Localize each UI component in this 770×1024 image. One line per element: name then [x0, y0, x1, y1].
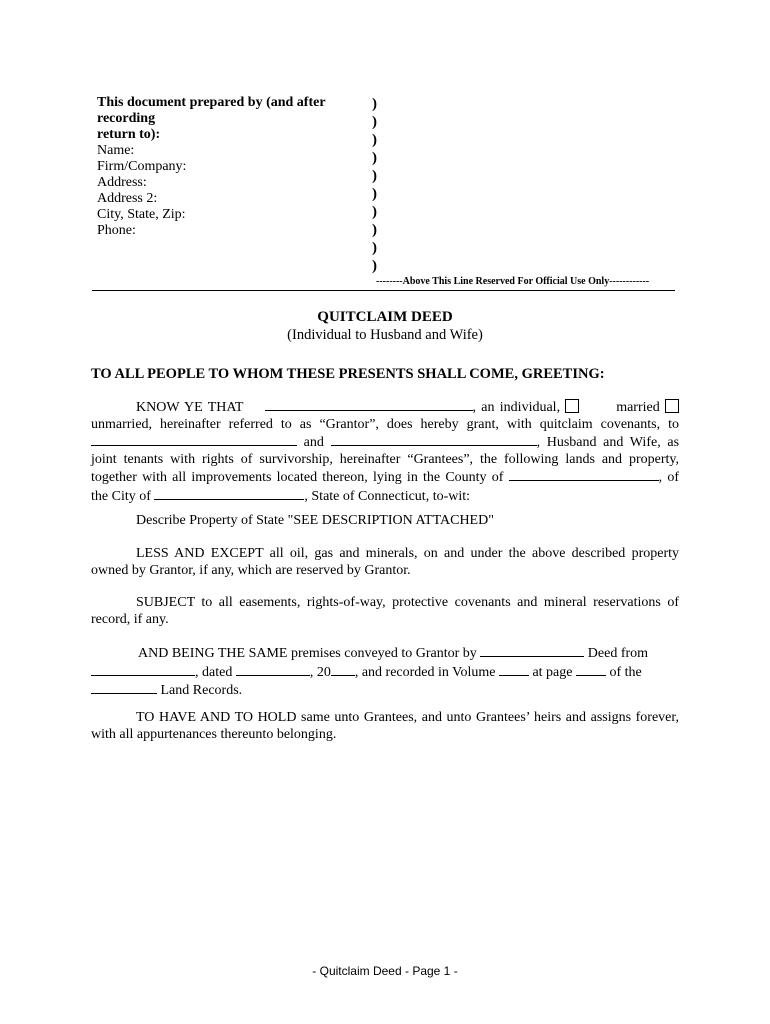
preparer-firm-label: Firm/Company: — [97, 159, 187, 174]
preparer-heading: This document prepared by (and after recording — [97, 95, 326, 126]
know-ye-paragraph — [91, 398, 679, 505]
date-blank[interactable] — [236, 663, 310, 676]
paren: ) — [372, 186, 377, 202]
town-blank[interactable] — [91, 681, 157, 694]
preparer-heading-cont: return to): — [97, 127, 161, 142]
paren: ) — [372, 96, 377, 112]
county-blank[interactable] — [509, 468, 659, 481]
paren: ) — [372, 258, 377, 274]
dated-text: , dated — [195, 664, 233, 680]
preparer-city-label: City, State, Zip: — [97, 207, 186, 222]
paren: ) — [372, 204, 377, 220]
being-text: AND BEING THE SAME premises conveyed to Grantor by — [138, 646, 477, 661]
grant-text: unmarried, hereinafter referred to as “Grantor”, does hereby grant, with quitclaim covenants, to — [91, 416, 679, 432]
paren: ) — [372, 240, 377, 256]
document-title: QUITCLAIM DEED — [317, 309, 453, 325]
deed-type-blank[interactable] — [480, 644, 584, 657]
page-footer: - Quitclaim Deed - Page 1 - — [312, 964, 458, 978]
know-ye-text: KNOW YE THAT — [136, 400, 244, 415]
describe-paragraph: Describe Property of State "SEE DESCRIPTION ATTACHED" — [136, 513, 494, 528]
preparer-block — [97, 95, 377, 239]
land-records-text: Land Records. — [160, 683, 243, 698]
grantee1-name-blank[interactable] — [91, 433, 297, 446]
subject-paragraph: SUBJECT to all easements, rights-of-way, protective covenants and mineral reservations of record, if any. — [91, 595, 679, 627]
deed-from-text: Deed from — [587, 646, 649, 661]
city-blank[interactable] — [154, 487, 304, 500]
of-the-text: of the — [609, 664, 642, 680]
state-text: , State of Connecticut, to-wit: — [304, 488, 471, 504]
preparer-phone-label: Phone: — [97, 223, 136, 238]
volume-text: , and recorded in Volume — [354, 664, 496, 680]
habendum-paragraph: TO HAVE AND TO HOLD same unto Grantees, and unto Grantees’ heirs and assigns forever, with all appurtenances thereunto belonging. — [91, 710, 679, 742]
preparer-address-label: Address: — [97, 175, 147, 190]
unmarried-checkbox[interactable] — [665, 399, 679, 413]
paren: ) — [372, 222, 377, 238]
paren: ) — [372, 132, 377, 148]
paren-column — [372, 95, 386, 275]
less-and-except-paragraph: LESS AND EXCEPT all oil, gas and minerals, on and under the above described property owned by Grantor, if any, which are reserved by Grantor. — [91, 546, 679, 578]
document-subtitle: (Individual to Husband and Wife) — [287, 327, 483, 343]
being-paragraph — [91, 644, 679, 700]
and-text: and — [303, 435, 324, 450]
deed-from-blank[interactable] — [91, 663, 195, 676]
grantor-name-blank[interactable] — [265, 398, 473, 411]
preparer-name-label: Name: — [97, 143, 135, 158]
greeting: TO ALL PEOPLE TO WHOM THESE PRESENTS SHALL COME, GREETING: — [91, 366, 605, 382]
individual-text: , an individual, — [472, 400, 561, 415]
volume-blank[interactable] — [499, 663, 529, 676]
grantees-text: , Husband and Wife, as joint tenants with rights of survivorship, hereinafter “Grantees”, the following lands and property, together with all improvements located thereon, lying in the County of — [91, 435, 680, 485]
married-checkbox[interactable] — [565, 399, 579, 413]
year-blank[interactable] — [331, 663, 355, 676]
city-of-text: , of the City of — [91, 470, 679, 504]
horizontal-rule — [92, 290, 675, 291]
reserved-line-text: --------Above This Line Reserved For Official Use Only------------ — [376, 276, 650, 287]
grantee2-name-blank[interactable] — [331, 433, 537, 446]
paren: ) — [372, 114, 377, 130]
year-prefix-text: , 20 — [309, 664, 331, 680]
married-label: married — [616, 400, 660, 415]
paren: ) — [372, 150, 377, 166]
paren: ) — [372, 168, 377, 184]
preparer-address2-label: Address 2: — [97, 191, 158, 206]
page-blank[interactable] — [576, 663, 606, 676]
page-text: at page — [532, 664, 573, 680]
